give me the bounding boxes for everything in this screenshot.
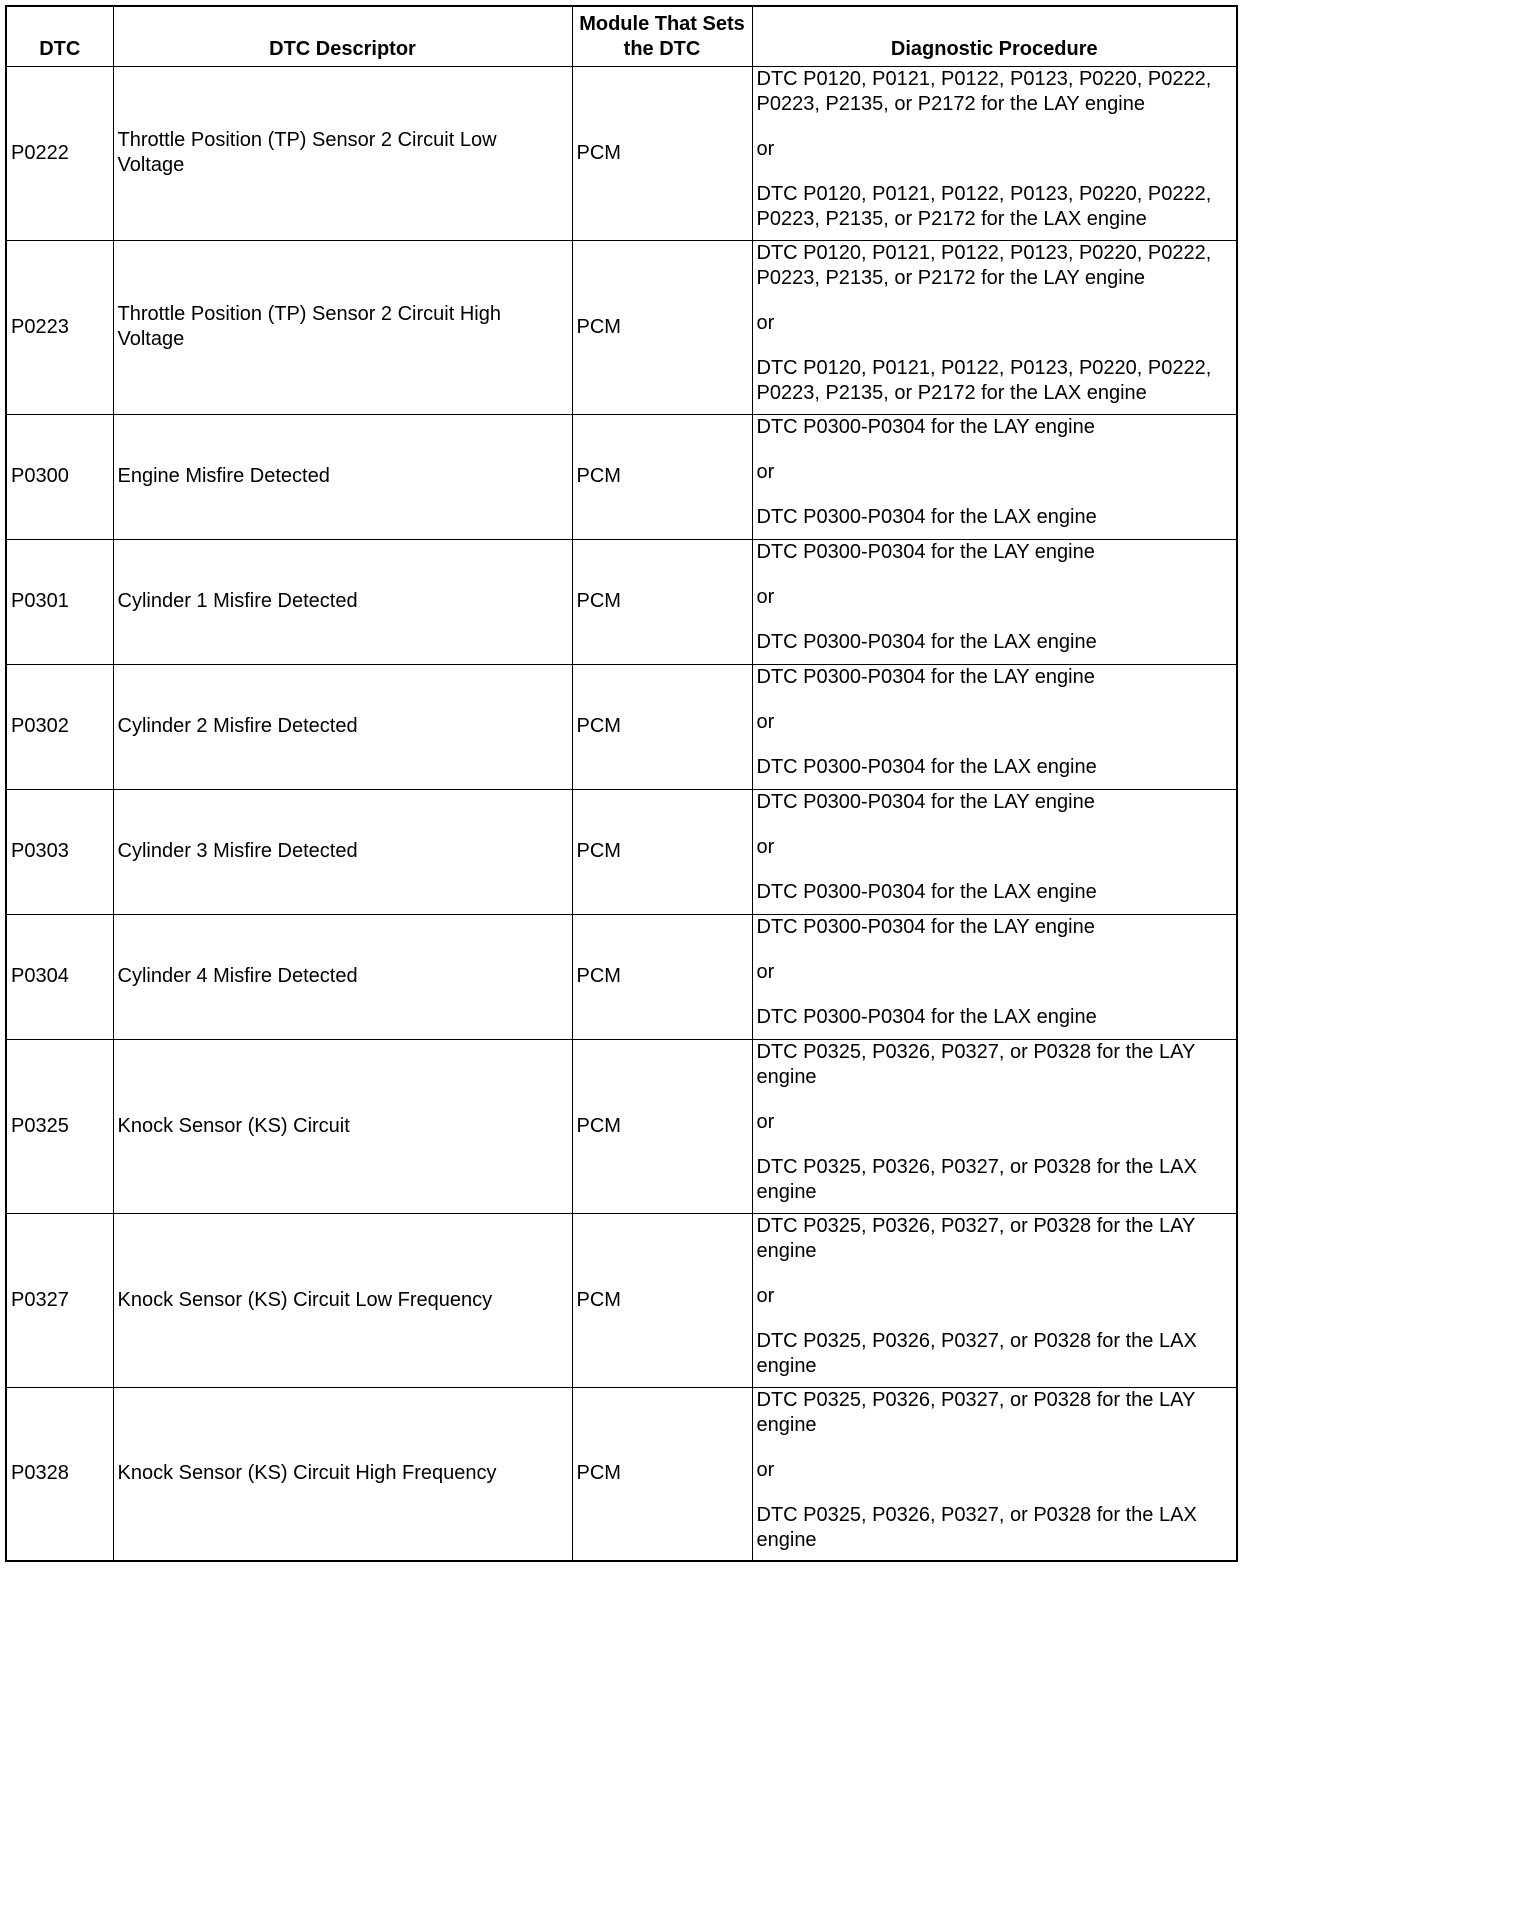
dtc-descriptor: Knock Sensor (KS) Circuit High Frequency [113, 1387, 572, 1561]
diagnostic-procedure [752, 1039, 1237, 1213]
procedure-lax: DTC P0300-P0304 for the LAX engine [756, 1005, 1097, 1028]
dtc-code: P0327 [6, 1213, 113, 1387]
diagnostic-procedure [752, 789, 1237, 914]
setting-module: PCM [572, 1387, 752, 1561]
dtc-code: P0301 [6, 539, 113, 664]
dtc-code: P0300 [6, 414, 113, 539]
table-row [6, 1213, 1237, 1387]
setting-module: PCM [572, 1039, 752, 1213]
header-procedure: Diagnostic Procedure [752, 6, 1237, 66]
procedure-or: or [756, 1110, 775, 1133]
dtc-descriptor: Knock Sensor (KS) Circuit Low Frequency [113, 1213, 572, 1387]
procedure-lax: DTC P0120, P0121, P0122, P0123, P0220, P0222, P0223, P2135, or P2172 for the LAX engine [756, 182, 1212, 230]
procedure-lay: DTC P0300-P0304 for the LAY engine [756, 665, 1095, 688]
procedure-or: or [756, 585, 775, 608]
setting-module: PCM [572, 914, 752, 1039]
dtc-table [5, 5, 1238, 1562]
dtc-code: P0325 [6, 1039, 113, 1213]
procedure-or: or [756, 460, 775, 483]
procedure-lay: DTC P0325, P0326, P0327, or P0328 for the LAY engine [756, 1388, 1195, 1436]
procedure-lay: DTC P0300-P0304 for the LAY engine [756, 415, 1095, 438]
setting-module: PCM [572, 414, 752, 539]
table-row [6, 789, 1237, 914]
procedure-lax: DTC P0120, P0121, P0122, P0123, P0220, P0222, P0223, P2135, or P2172 for the LAX engine [756, 356, 1212, 404]
procedure-or: or [756, 710, 775, 733]
dtc-descriptor: Cylinder 3 Misfire Detected [113, 789, 572, 914]
procedure-lax: DTC P0300-P0304 for the LAX engine [756, 505, 1097, 528]
diagnostic-procedure [752, 66, 1237, 240]
procedure-or: or [756, 835, 775, 858]
table-row [6, 1387, 1237, 1561]
dtc-descriptor: Throttle Position (TP) Sensor 2 Circuit High Voltage [113, 240, 572, 414]
procedure-lay: DTC P0325, P0326, P0327, or P0328 for the LAY engine [756, 1040, 1195, 1088]
dtc-descriptor: Engine Misfire Detected [113, 414, 572, 539]
procedure-or: or [756, 311, 775, 334]
diagnostic-procedure [752, 240, 1237, 414]
header-module: Module That Sets the DTC [572, 6, 752, 66]
procedure-lay: DTC P0300-P0304 for the LAY engine [756, 540, 1095, 563]
procedure-or: or [756, 137, 775, 160]
procedure-lax: DTC P0300-P0304 for the LAX engine [756, 630, 1097, 653]
dtc-code: P0302 [6, 664, 113, 789]
procedure-lax: DTC P0325, P0326, P0327, or P0328 for the LAX engine [756, 1155, 1197, 1203]
table-row [6, 664, 1237, 789]
procedure-lax: DTC P0300-P0304 for the LAX engine [756, 755, 1097, 778]
procedure-lax: DTC P0300-P0304 for the LAX engine [756, 880, 1097, 903]
diagnostic-procedure [752, 414, 1237, 539]
dtc-descriptor: Throttle Position (TP) Sensor 2 Circuit Low Voltage [113, 66, 572, 240]
dtc-descriptor: Cylinder 1 Misfire Detected [113, 539, 572, 664]
dtc-descriptor: Cylinder 4 Misfire Detected [113, 914, 572, 1039]
diagnostic-procedure [752, 1387, 1237, 1561]
setting-module: PCM [572, 539, 752, 664]
procedure-or: or [756, 1458, 775, 1481]
procedure-or: or [756, 960, 775, 983]
dtc-code: P0304 [6, 914, 113, 1039]
setting-module: PCM [572, 1213, 752, 1387]
header-row [6, 6, 1237, 66]
table-row [6, 240, 1237, 414]
procedure-lay: DTC P0325, P0326, P0327, or P0328 for the LAY engine [756, 1214, 1195, 1262]
table-row [6, 914, 1237, 1039]
table-body [6, 66, 1237, 1561]
procedure-lax: DTC P0325, P0326, P0327, or P0328 for the LAX engine [756, 1503, 1197, 1551]
dtc-descriptor: Knock Sensor (KS) Circuit [113, 1039, 572, 1213]
table-row [6, 414, 1237, 539]
diagnostic-procedure [752, 664, 1237, 789]
setting-module: PCM [572, 789, 752, 914]
dtc-code: P0303 [6, 789, 113, 914]
table-row [6, 66, 1237, 240]
procedure-lay: DTC P0300-P0304 for the LAY engine [756, 790, 1095, 813]
setting-module: PCM [572, 66, 752, 240]
setting-module: PCM [572, 240, 752, 414]
dtc-code: P0328 [6, 1387, 113, 1561]
setting-module: PCM [572, 664, 752, 789]
header-dtc: DTC [6, 6, 113, 66]
procedure-lay: DTC P0300-P0304 for the LAY engine [756, 915, 1095, 938]
diagnostic-procedure [752, 1213, 1237, 1387]
table-row [6, 539, 1237, 664]
procedure-lay: DTC P0120, P0121, P0122, P0123, P0220, P0222, P0223, P2135, or P2172 for the LAY engine [756, 241, 1212, 289]
procedure-lay: DTC P0120, P0121, P0122, P0123, P0220, P0222, P0223, P2135, or P2172 for the LAY engine [756, 67, 1212, 115]
procedure-or: or [756, 1284, 775, 1307]
table-row [6, 1039, 1237, 1213]
diagnostic-procedure [752, 914, 1237, 1039]
diagnostic-procedure [752, 539, 1237, 664]
header-descriptor: DTC Descriptor [113, 6, 572, 66]
procedure-lax: DTC P0325, P0326, P0327, or P0328 for the LAX engine [756, 1329, 1197, 1377]
dtc-code: P0223 [6, 240, 113, 414]
dtc-descriptor: Cylinder 2 Misfire Detected [113, 664, 572, 789]
dtc-code: P0222 [6, 66, 113, 240]
